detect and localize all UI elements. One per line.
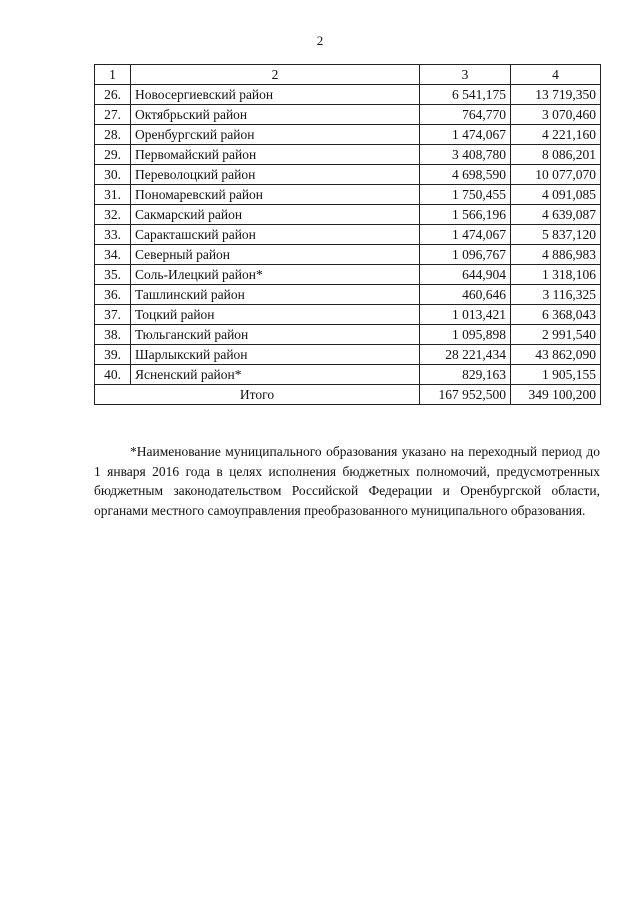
table-row [95, 145, 601, 165]
district-name: Северный район [131, 245, 420, 265]
table-row [95, 245, 601, 265]
table-body [95, 85, 601, 385]
value-col4: 13 719,350 [511, 85, 601, 105]
district-name: Ташлинский район [131, 285, 420, 305]
table-row [95, 105, 601, 125]
value-col4: 1 905,155 [511, 365, 601, 385]
value-col3: 4 698,590 [420, 165, 511, 185]
row-number: 29. [95, 145, 131, 165]
value-col3: 1 013,421 [420, 305, 511, 325]
row-number: 37. [95, 305, 131, 325]
row-number: 28. [95, 125, 131, 145]
column-header: 3 [420, 65, 511, 85]
budget-table [94, 64, 601, 405]
table-header-row [95, 65, 601, 85]
table-row [95, 85, 601, 105]
column-header: 2 [131, 65, 420, 85]
value-col4: 3 070,460 [511, 105, 601, 125]
value-col4: 5 837,120 [511, 225, 601, 245]
row-number: 40. [95, 365, 131, 385]
row-number: 36. [95, 285, 131, 305]
value-col3: 6 541,175 [420, 85, 511, 105]
district-name: Октябрьский район [131, 105, 420, 125]
row-number: 39. [95, 345, 131, 365]
district-name: Новосергиевский район [131, 85, 420, 105]
district-name: Ясненский район* [131, 365, 420, 385]
value-col4: 4 221,160 [511, 125, 601, 145]
district-name: Шарлыкский район [131, 345, 420, 365]
table-row [95, 185, 601, 205]
district-name: Первомайский район [131, 145, 420, 165]
row-number: 30. [95, 165, 131, 185]
value-col3: 829,163 [420, 365, 511, 385]
value-col4: 4 886,983 [511, 245, 601, 265]
table-row [95, 205, 601, 225]
row-number: 35. [95, 265, 131, 285]
page-number: 2 [316, 33, 324, 48]
table-total-row [95, 385, 601, 405]
value-col4: 6 368,043 [511, 305, 601, 325]
value-col3: 764,770 [420, 105, 511, 125]
district-name: Тоцкий район [131, 305, 420, 325]
row-number: 33. [95, 225, 131, 245]
table-row [95, 365, 601, 385]
district-name: Саракташский район [131, 225, 420, 245]
row-number: 32. [95, 205, 131, 225]
value-col4: 3 116,325 [511, 285, 601, 305]
column-header: 1 [95, 65, 131, 85]
table-row [95, 345, 601, 365]
value-col4: 2 991,540 [511, 325, 601, 345]
row-number: 26. [95, 85, 131, 105]
value-col3: 1 474,067 [420, 225, 511, 245]
total-value-col3: 167 952,500 [420, 385, 511, 405]
table-row [95, 265, 601, 285]
district-name: Переволоцкий район [131, 165, 420, 185]
value-col4: 4 639,087 [511, 205, 601, 225]
value-col3: 3 408,780 [420, 145, 511, 165]
district-name: Тюльганский район [131, 325, 420, 345]
value-col4: 10 077,070 [511, 165, 601, 185]
table-row [95, 125, 601, 145]
district-name: Пономаревский район [131, 185, 420, 205]
value-col3: 1 095,898 [420, 325, 511, 345]
district-name: Сакмарский район [131, 205, 420, 225]
column-header: 4 [511, 65, 601, 85]
value-col3: 28 221,434 [420, 345, 511, 365]
table-row [95, 305, 601, 325]
row-number: 38. [95, 325, 131, 345]
total-value-col4: 349 100,200 [511, 385, 601, 405]
row-number: 34. [95, 245, 131, 265]
district-name: Оренбургский район [131, 125, 420, 145]
table-row [95, 325, 601, 345]
value-col3: 1 096,767 [420, 245, 511, 265]
district-name: Соль-Илецкий район* [131, 265, 420, 285]
value-col3: 1 750,455 [420, 185, 511, 205]
row-number: 31. [95, 185, 131, 205]
table-row [95, 225, 601, 245]
row-number: 27. [95, 105, 131, 125]
total-label: Итого [95, 385, 420, 405]
value-col3: 1 566,196 [420, 205, 511, 225]
value-col4: 8 086,201 [511, 145, 601, 165]
value-col4: 4 091,085 [511, 185, 601, 205]
value-col4: 43 862,090 [511, 345, 601, 365]
footnote: *Наименование муниципального образования указано на переходный период до 1 января 2016 года в целях исполнения бюджетных полномочий, предусмотренных бюджетным законодательством Российской Федерации и Оренбургской области, органами местного самоуправления преобразованного муниципального образования. [94, 444, 600, 518]
table-row [95, 165, 601, 185]
value-col3: 460,646 [420, 285, 511, 305]
value-col3: 1 474,067 [420, 125, 511, 145]
table-row [95, 285, 601, 305]
value-col3: 644,904 [420, 265, 511, 285]
value-col4: 1 318,106 [511, 265, 601, 285]
